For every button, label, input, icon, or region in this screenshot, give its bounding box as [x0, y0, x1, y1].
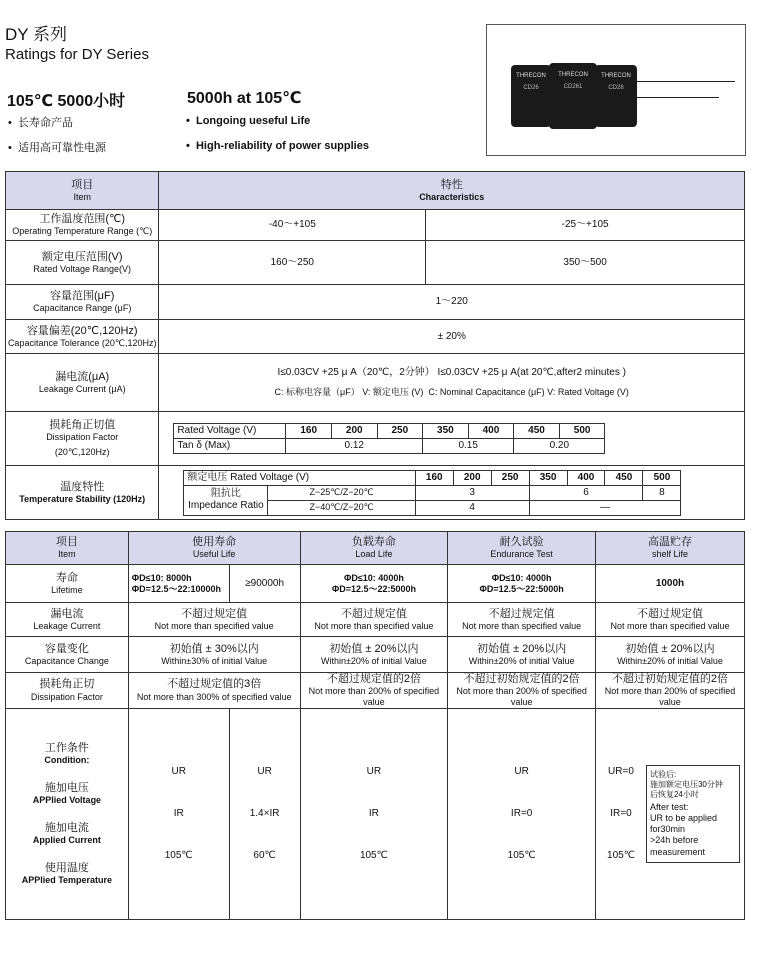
endurance-header: 耐久试验 Endurance Test	[448, 532, 596, 565]
life-item-header: 项目 Item	[6, 532, 129, 565]
leakage-label: 漏电流 Leakage Current	[6, 603, 129, 637]
dissipation-value	[159, 412, 745, 466]
bullet-en-2: • High-reliability of power supplies	[186, 140, 369, 152]
capacitance-range-label: 容量范围(μF) Capacitance Range (μF)	[6, 285, 159, 320]
spec-en: 5000h at 105℃	[187, 90, 302, 107]
bullet-cn-2: • 适用高可靠性电源	[8, 142, 106, 154]
bullet-icon: •	[186, 115, 190, 127]
shelf-life-header: 高温贮存 shelf Life	[595, 532, 744, 565]
bullet-icon: •	[186, 140, 190, 152]
bullet-icon: •	[8, 142, 12, 154]
cap-change-label: 容量变化 Capacitance Change	[6, 637, 129, 673]
tolerance-value: ± 20%	[159, 320, 745, 354]
leakage-load: 不超过规定值 Not more than specified value	[300, 603, 448, 637]
lead-wire	[637, 97, 719, 98]
leakage-value: I≤0.03CV +25 μ A（20℃，2分钟） I≤0.03CV +25 μ A(at 20℃,after2 minutes ) C: 标称电容量（μF） V: 额定电压 (V) C: Nominal Capacitance (μF) V: Rated Voltage (V)	[159, 354, 745, 412]
bullet-cn-1: • 长寿命产品	[8, 117, 73, 129]
test-note: 试验后: 施加额定电压30分钟 后恢复24小时 After test: UR to be applied for30min >24h before measurement	[646, 765, 740, 863]
item-header: 项目 Item	[6, 172, 159, 210]
useful-lifetime: ΦD≤10: 8000h ΦD=12.5～22:10000h	[128, 565, 229, 603]
voltage-range-value: 350～500	[426, 241, 745, 285]
leakage-shelf: 不超过规定值 Not more than specified value	[595, 603, 744, 637]
capacitor-image: THRECON CD26	[511, 65, 551, 127]
lead-wire	[637, 81, 735, 82]
voltage-range-label: 额定电压范围(V) Rated Voltage Range(V)	[6, 241, 159, 285]
tan-delta-table: Rated Voltage (V) 160 200 250 350 400 450 500 Tan δ (Max) 0.12 0.15 0.20	[173, 423, 605, 454]
useful-lifetime-b: ≥90000h	[229, 565, 300, 603]
leakage-useful: 不超过规定值 Not more than specified value	[128, 603, 300, 637]
tolerance-label: 容量偏差(20℃,120Hz) Capacitance Tolerance (20℃,120Hz)	[6, 320, 159, 354]
temp-range-label: 工作温度范围(℃) Operating Temperature Range (℃)	[6, 210, 159, 241]
life-table	[5, 531, 745, 920]
useful-life-header: 使用寿命 Useful Life	[128, 532, 300, 565]
lifetime-label: 寿命 Lifetime	[6, 565, 129, 603]
spec-cn: 105℃ 5000小时	[7, 93, 126, 110]
series-title-cn: DY 系列	[5, 25, 68, 44]
leakage-endurance: 不超过规定值 Not more than specified value	[448, 603, 596, 637]
voltage-range-value: 160～250	[159, 241, 426, 285]
load-life-header: 负载寿命 Load Life	[300, 532, 448, 565]
condition-useful-a: UR IR 105℃	[128, 708, 229, 919]
cap-change-useful: 初始值 ± 30%以内 Within±30% of initial Value	[128, 637, 300, 673]
df-load: 不超过规定值的2倍 Not more than 200% of specified value	[300, 673, 448, 709]
series-title-en: Ratings for DY Series	[5, 46, 149, 63]
bullet-icon: •	[8, 117, 12, 129]
df-label: 损耗角正切 Dissipation Factor	[6, 673, 129, 709]
load-lifetime: ΦD≤10: 4000h ΦD=12.5～22:5000h	[300, 565, 448, 603]
capacitor-image: THRECON CD261	[549, 63, 597, 129]
leakage-label: 漏电流(μA) Leakage Current (μA)	[6, 354, 159, 412]
cap-change-load: 初始值 ± 20%以内 Within±20% of initial Value	[300, 637, 448, 673]
shelf-lifetime: 1000h	[595, 565, 744, 603]
df-shelf: 不超过初始规定值的2倍 Not more than 200% of specified value	[595, 673, 744, 709]
condition-shelf: UR=0 IR=0 105℃ 试验后: 施加额定电压30分钟 后恢复24小时 After test: UR to be applied for30min >24h before measurement	[595, 708, 744, 919]
condition-endurance: UR IR=0 105℃	[448, 708, 596, 919]
bullet-en-1: • Longoing ueseful Life	[186, 115, 311, 127]
capacitor-image: THRECON CD26	[595, 65, 637, 127]
product-photo	[486, 24, 746, 156]
cap-change-shelf: 初始值 ± 20%以内 Within±20% of initial Value	[595, 637, 744, 673]
impedance-table: 额定电压 Rated Voltage (V) 160 200 250 350 400 450 500 阻抗比 Impedance Ratio Z−25℃/Z−20℃ 3 6 8 Z−40℃/Z−20℃ 4 —	[183, 470, 681, 516]
temp-stability-value	[159, 466, 745, 520]
ratings-table	[5, 171, 745, 520]
characteristics-header: 特性 Characteristics	[159, 172, 745, 210]
temp-range-value: -25～+105	[426, 210, 745, 241]
temp-stability-label: 温度特性 Temperature Stability (120Hz)	[6, 466, 159, 520]
capacitance-range-value: 1～220	[159, 285, 745, 320]
df-useful: 不超过规定值的3倍 Not more than 300% of specified value	[128, 673, 300, 709]
endurance-lifetime: ΦD≤10: 4000h ΦD=12.5～22:5000h	[448, 565, 596, 603]
condition-load: UR IR 105℃	[300, 708, 448, 919]
dissipation-label: 损耗角正切值 Dissipation Factor (20℃,120Hz)	[6, 412, 159, 466]
condition-label: 工作条件 Condition: 施加电压 APPlied Voltage 施加电流 Applied Current 使用温度 APPlied Temperature	[6, 708, 129, 919]
df-endurance: 不超过初始规定值的2倍 Not more than 200% of specified value	[448, 673, 596, 709]
condition-useful-b: UR 1.4×IR 60℃	[229, 708, 300, 919]
cap-change-endurance: 初始值 ± 20%以内 Within±20% of initial Value	[448, 637, 596, 673]
temp-range-value: -40～+105	[159, 210, 426, 241]
